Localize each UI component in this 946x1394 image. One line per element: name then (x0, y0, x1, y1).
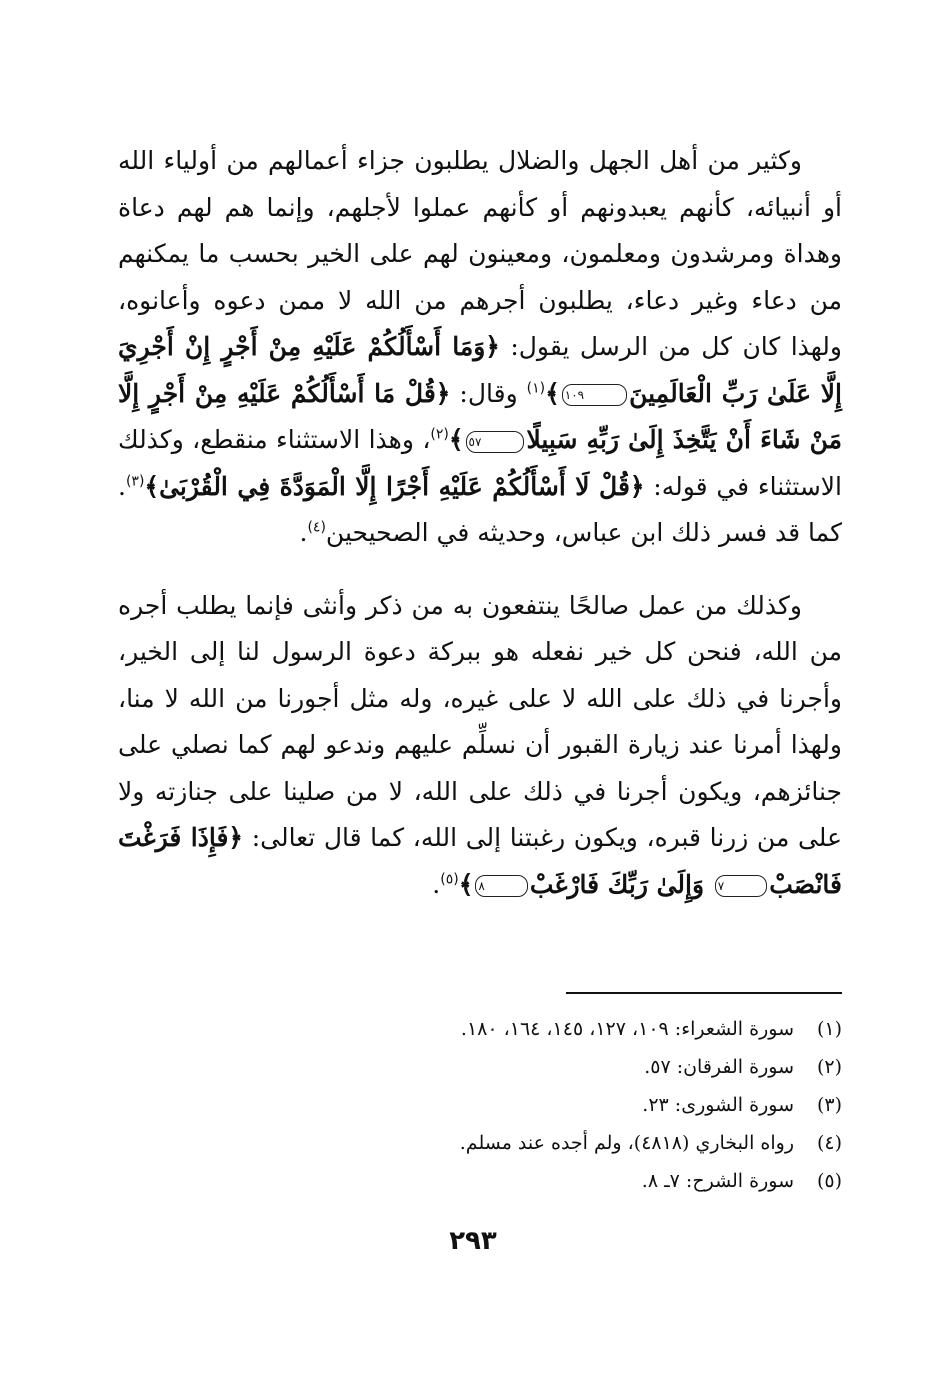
footnote-2 (300, 1048, 842, 1086)
paragraph-2 (118, 583, 842, 909)
footnote-ref: (٥) (440, 871, 459, 888)
footnote-5 (300, 1162, 842, 1200)
verse-open-bracket: ﴿ (485, 332, 500, 361)
footnote-text: سورة الفرقان: ٥٧. (644, 1056, 794, 1078)
footnote-ref: (٤) (307, 519, 326, 536)
body-text: وكثير من أهل الجهل والضلال يطلبون جزاء أعمالهم من أولياء الله أو أنبيائه، كأنهم يعبدونهم أو كأنهم عملوا لأجلهم، وإنما هم لهم دعاة وهداة ومرشدون ومعلمون، ومعينون لهم على الخير بحسب ما يمكنهم من دعاء وغير دعاء، يطلبون أجرهم من الله لا ممن دعوه وأعانوه، ولهذا كان كل من الرسل يقول: (118, 146, 842, 361)
quran-verse: وَمَا أَسْأَلُكُمْ عَلَيْهِ مِنْ أَجْرٍ إِنْ أَجْرِيَ إِلَّا عَلَىٰ رَبِّ الْعَالَمِينَ (118, 332, 843, 408)
verse-close-bracket: ﴾ (545, 378, 560, 408)
footnote-number: (٣) (816, 1094, 842, 1116)
verse-open-bracket: ﴿ (629, 471, 645, 501)
footnote-number: (١) (816, 1018, 842, 1040)
verse-close-bracket: ﴾ (458, 869, 474, 899)
body-text: . (299, 518, 308, 547)
body-text: . كما قد فسر ذلك ابن عباس، وحديثه في الصحيحين (118, 471, 842, 547)
verse-number-marker: ٨ (475, 875, 527, 897)
footnote-number: (٤) (816, 1132, 842, 1154)
body-text: وقال: (450, 378, 527, 408)
footnote-text: سورة الشرح: ٧ـ ٨. (641, 1170, 794, 1192)
verse-open-bracket: ﴿ (435, 378, 451, 408)
footnote-3 (300, 1086, 842, 1124)
paragraph-1 (118, 138, 842, 557)
footnote-4 (300, 1124, 842, 1162)
footnote-separator (566, 992, 842, 994)
page-number: ٢٩٣ (449, 1226, 497, 1256)
verse-close-bracket: ﴾ (144, 471, 160, 501)
verse-number-marker: ٧ (715, 875, 767, 897)
footnote-ref: (١) (526, 380, 546, 397)
verse-number-marker: ٥٧ (466, 431, 525, 453)
footnote-1 (300, 1010, 842, 1048)
body-text: ، وهذا الاستثناء منقطع، وكذلك الاستثناء في قوله: (118, 425, 842, 501)
verse-open-bracket: ﴿ (228, 823, 244, 852)
footnote-text: رواه البخاري (٤٨١٨)، ولم أجده عند مسلم. (459, 1132, 794, 1154)
verse-close-bracket: ﴾ (448, 425, 464, 454)
main-text (118, 138, 842, 908)
verse-number-marker: ١٠٩ (562, 384, 627, 406)
footnote-text: سورة الشورى: ٢٣. (642, 1094, 794, 1116)
quran-verse: قُلْ مَا أَسْأَلُكُمْ عَلَيْهِ مِنْ أَجْرٍ إِلَّا مَنْ شَاءَ أَنْ يَتَّخِذَ إِلَىٰ رَبِّهِ سَبِيلًا (118, 378, 842, 454)
footnote-ref: (٢) (430, 426, 449, 443)
footnote-number: (٢) (816, 1056, 842, 1078)
quran-verse: قُلْ لَا أَسْأَلُكُمْ عَلَيْهِ أَجْرًا إِلَّا الْمَوَدَّةَ فِي الْقُرْبَىٰ (159, 471, 630, 501)
body-text: وكذلك من عمل صالحًا ينتفعون به من ذكر وأنثى فإنما يطلب أجره من الله، فنحن كل خير نفعله هو ببركة دعوة الرسول لنا إلى الخير، وأجرنا في ذلك على الله لا على غيره، وله مثل أجورنا من الله لا منا، ولهذا أمرنا عند زيارة القبور أن نسلِّم عليهم وندعو لهم كما نصلي على جنائزهم، ويكون أجرنا في ذلك على الله، لا من صلينا على جنازته ولا على من زرنا قبره، ويكون رغبتنا إلى الله، كما قال تعالى: (118, 590, 843, 852)
footnote-text: سورة الشعراء: ١٠٩، ١٢٧، ١٤٥، ١٦٤، ١٨٠. (460, 1018, 794, 1040)
quran-verse: وَإِلَىٰ رَبِّكَ فَارْغَبْ (529, 869, 713, 899)
footnotes (300, 1010, 842, 1200)
quran-verse: فَإِذَا فَرَغْتَ فَانْصَبْ (118, 823, 842, 899)
body-text: . (432, 869, 441, 899)
footnote-number: (٥) (816, 1170, 842, 1192)
footnote-ref: (٣) (125, 473, 145, 490)
